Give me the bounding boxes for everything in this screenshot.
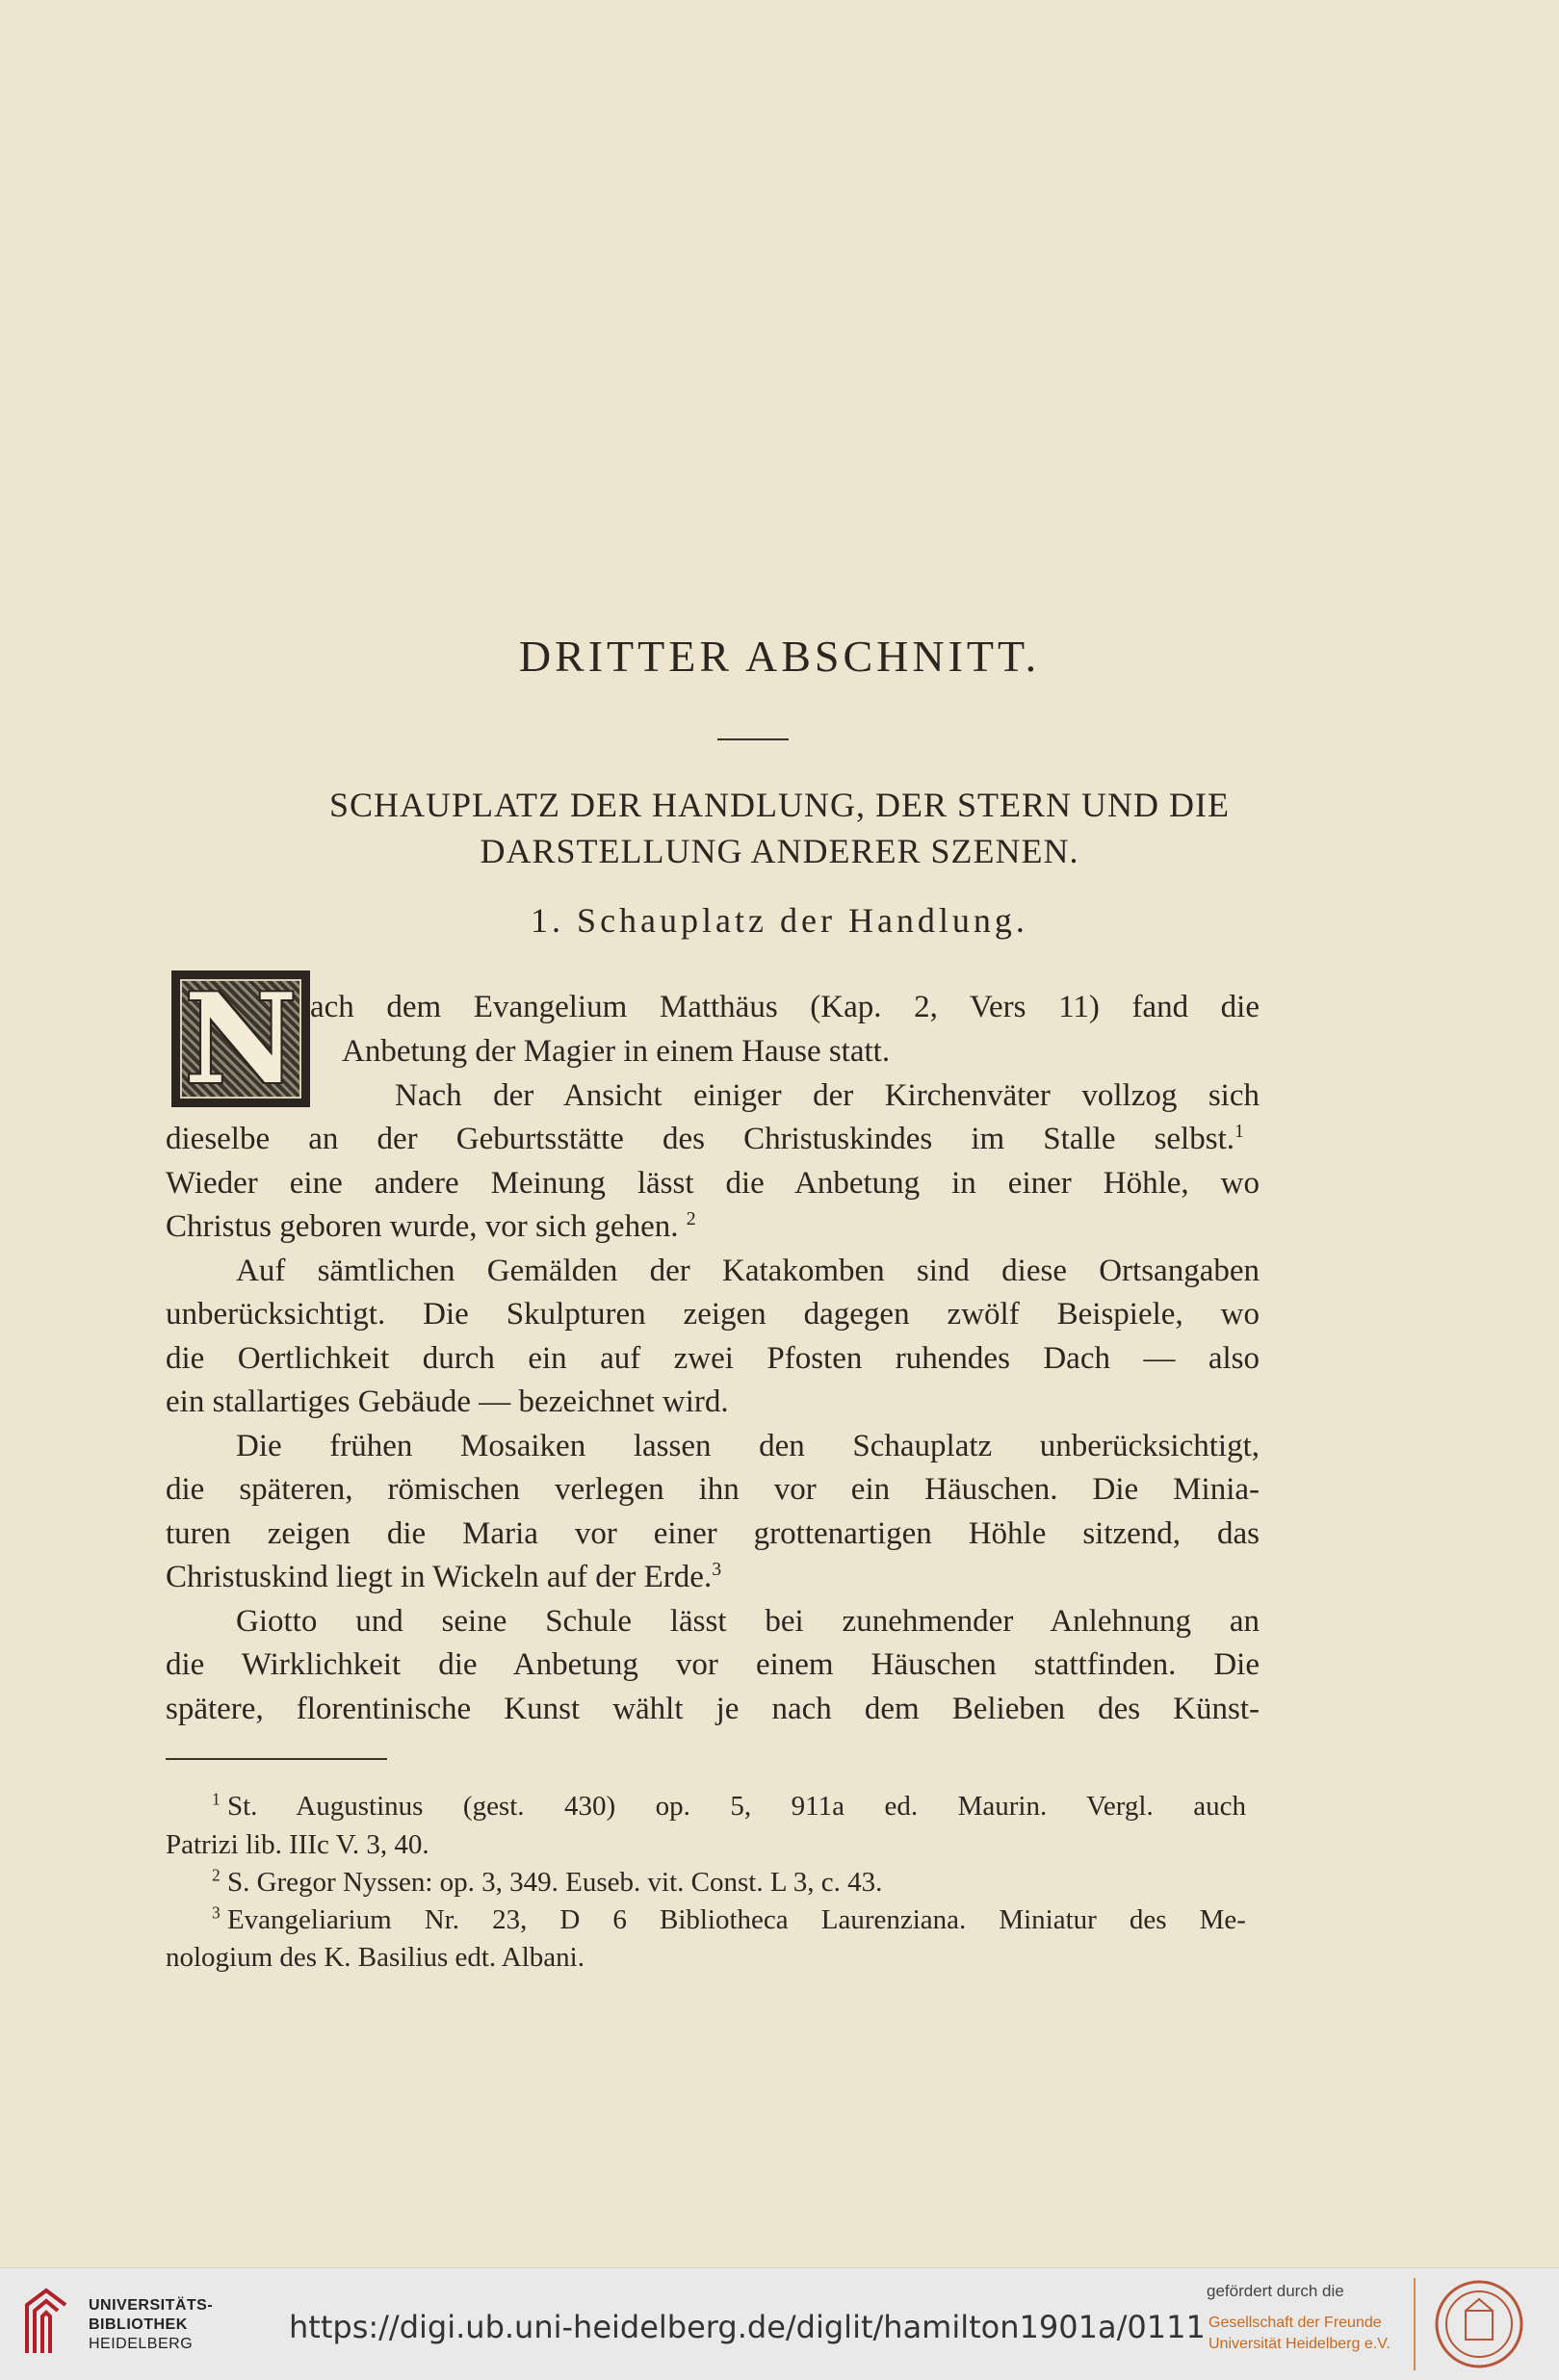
footnote-text: St. Augustinus (gest. 430) op. 5, 911a ed. Maurin. Vergl. auch bbox=[226, 1791, 1246, 1822]
footnote-text: S. Gregor Nyssen: op. 3, 349. Euseb. vit. Const. L 3, c. 43. bbox=[226, 1867, 883, 1898]
sponsor-name-line-1: Gesellschaft der Freunde bbox=[1208, 2315, 1382, 2331]
footnote-2 bbox=[212, 1865, 883, 1898]
body-line: Auf sämtlichen Gemälden der Katakomben sind diese Ortsangaben bbox=[236, 1254, 1260, 1288]
library-name-line-1: UNIVERSITÄTS- bbox=[89, 2297, 214, 2314]
body-line: die Oertlichkeit durch ein auf zwei Pfosten ruhendes Dach — also bbox=[166, 1341, 1260, 1376]
viewer-footer bbox=[0, 2267, 1559, 2380]
footnote-1-cont: Patrizi lib. IIIc V. 3, 40. bbox=[166, 1829, 429, 1860]
body-line: die späteren, römischen verlegen ihn vor ein Häuschen. Die Minia- bbox=[166, 1472, 1260, 1507]
footnote-rule bbox=[166, 1758, 387, 1760]
chapter-title-line-2: DARSTELLUNG ANDERER SZENEN. bbox=[480, 832, 1079, 870]
body-line: unberücksichtigt. Die Skulpturen zeigen dagegen zwölf Beispiele, wo bbox=[166, 1297, 1260, 1332]
footnote-mark: 3 bbox=[212, 1902, 221, 1923]
footnote-ref: 2 bbox=[686, 1208, 696, 1229]
university-seal-icon bbox=[1433, 2278, 1525, 2370]
body-line: Nach der Ansicht einiger der Kirchenväter vollzog sich bbox=[395, 1078, 1260, 1113]
body-line-text: Christus geboren wurde, vor sich gehen. bbox=[166, 1209, 679, 1244]
footnote-3-cont: nologium des K. Basilius edt. Albani. bbox=[166, 1942, 585, 1973]
body-line: spätere, florentinische Kunst wählt je nach dem Belieben des Künst- bbox=[166, 1692, 1260, 1726]
library-name-line-2: BIBLIOTHEK bbox=[89, 2316, 188, 2333]
body-line: Giotto und seine Schule lässt bei zunehmender Anlehnung an bbox=[236, 1604, 1260, 1639]
footnote-mark: 2 bbox=[212, 1865, 221, 1885]
footnote-text: Evangeliarium Nr. 23, D 6 Bibliotheca Laurenziana. Miniatur des Me- bbox=[226, 1904, 1246, 1935]
footnote-1 bbox=[212, 1789, 1260, 1822]
body-line-text: Christuskind liegt in Wickeln auf der Erde. bbox=[166, 1560, 713, 1594]
footnote-3 bbox=[212, 1902, 1260, 1935]
footnote-ref: 1 bbox=[1234, 1121, 1244, 1142]
chapter-title-line-1: SCHAUPLATZ DER HANDLUNG, DER STERN UND DIE bbox=[329, 786, 1230, 824]
ornamental-initial bbox=[171, 968, 310, 1112]
section-heading: DRITTER ABSCHNITT. bbox=[518, 632, 1041, 681]
body-line: Die frühen Mosaiken lassen den Schauplatz unberücksichtigt, bbox=[236, 1429, 1260, 1463]
body-line: Wieder eine andere Meinung lässt die Anbetung in einer Höhle, wo bbox=[166, 1166, 1260, 1201]
body-line: die Wirklichkeit die Anbetung vor einem Häuschen stattfinden. Die bbox=[166, 1647, 1260, 1682]
body-line: turen zeigen die Maria vor einer grottenartigen Höhle sitzend, das bbox=[166, 1516, 1260, 1551]
body-line-with-ref bbox=[166, 1559, 722, 1594]
sponsor-intro: gefördert durch die bbox=[1207, 2282, 1344, 2300]
permalink-url[interactable]: https://digi.ub.uni-heidelberg.de/diglit/hamilton1901a/0111 bbox=[289, 2309, 1206, 2345]
sponsor-divider bbox=[1414, 2278, 1416, 2370]
body-line: ach dem Evangelium Matthäus (Kap. 2, Vers 11) fand die bbox=[310, 990, 1260, 1024]
initial-letter: N bbox=[184, 968, 298, 1112]
footnote-ref: 3 bbox=[712, 1559, 722, 1580]
body-line: Anbetung der Magier in einem Hause statt. bbox=[342, 1034, 891, 1069]
library-logo-icon bbox=[17, 2286, 75, 2363]
body-line-with-ref bbox=[166, 1121, 1260, 1156]
body-line-text: dieselbe an der Geburtsstätte des Christuskindes im Stalle selbst. bbox=[166, 1122, 1234, 1156]
body-line-with-ref bbox=[166, 1208, 696, 1244]
footnote-mark: 1 bbox=[212, 1789, 221, 1809]
library-name-line-3: HEIDELBERG bbox=[89, 2336, 194, 2352]
heading-rule bbox=[717, 738, 789, 740]
body-line: ein stallartiges Gebäude — bezeichnet wird. bbox=[166, 1384, 729, 1419]
sponsor-name-line-2: Universität Heidelberg e.V. bbox=[1208, 2336, 1390, 2352]
subsection-title: 1. Schauplatz der Handlung. bbox=[531, 901, 1028, 940]
